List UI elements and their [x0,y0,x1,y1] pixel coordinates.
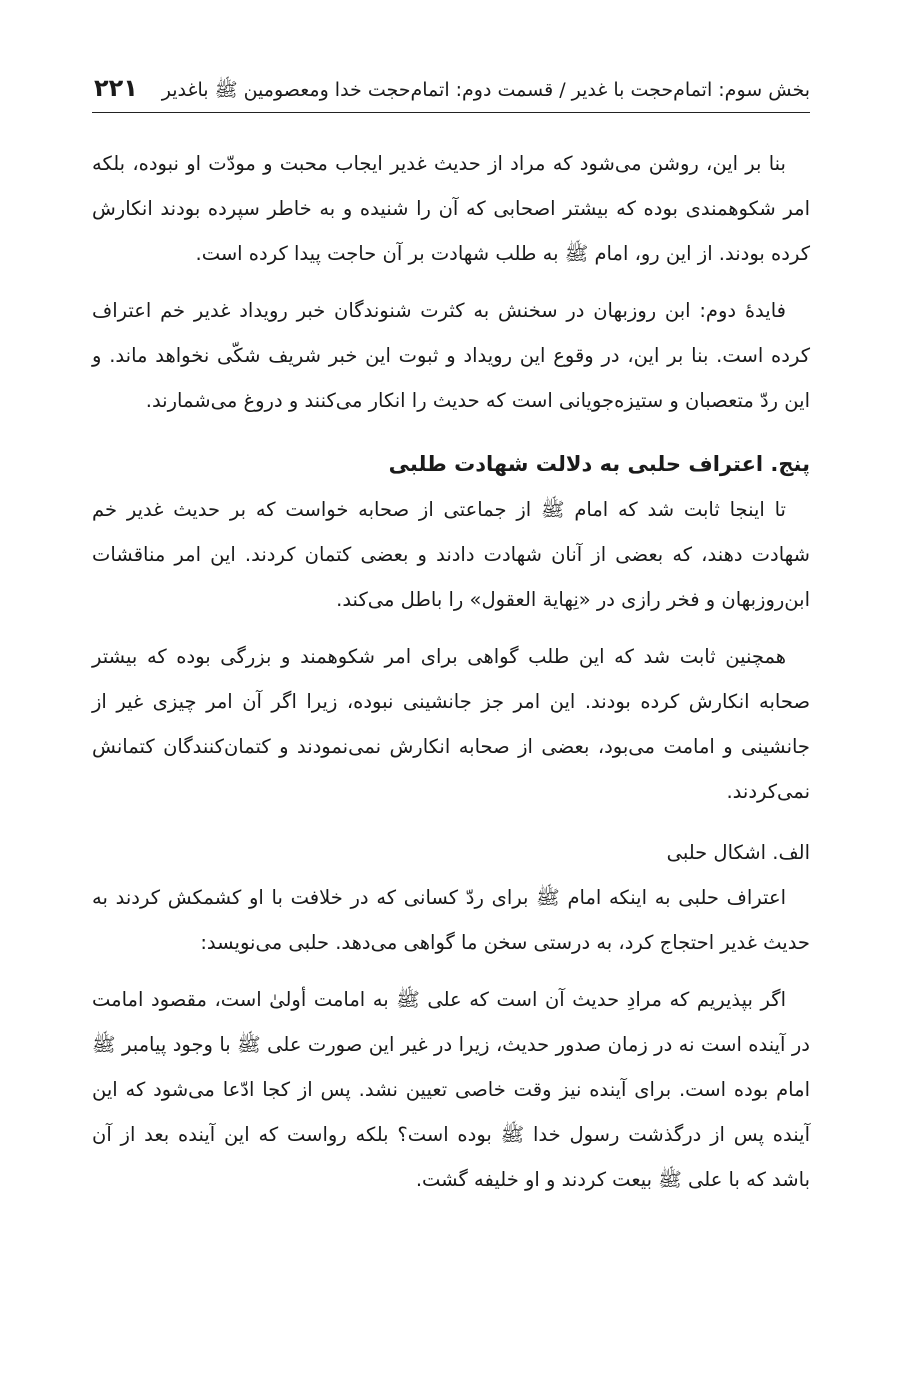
page-body [92,113,810,1202]
paragraph-conclusion: بنا بر این، روشن می‌شود که مراد از حدیث غدیر ایجاب محبت و مودّت او نبوده، بلکه امر شکوهمندی بوده که بیشتر اصحابی که آن را شنیده و به خاطر سپرده بودند انکارش کرده بودند. از این رو، امام ﷺ به طلب شهادت بر آن حاجت پیدا کرده است. [92,152,810,265]
paragraph-succession: همچنین ثابت شد که این طلب گواهی برای امر شکوهمند و بزرگی بوده که بیشتر صحابه انکارش کرده بودند. این امر جز جانشینی نبوده، زیرا اگر آن امر چیزی غیر از جانشینی و امامت می‌بود، بعضی از صحابه انکارش نمی‌نمودند و کتمان‌کنندگان کتمانش نمی‌کردند. [92,645,810,803]
section-heading: پنج. اعتراف حلبی به دلالت شهادت طلبی [388,452,810,476]
paragraph-second-benefit: فایدهٔ دوم: ابن روزبهان در سخنش به کثرت شنوندگان خبر رویداد غدیر خم اعتراف کرده است. بنا بر این، در وقوع این رویداد و ثبوت این خبر شریف شکّی نخواهد ماند. و این ردّ متعصبان و ستیزه‌جویانی است که حدیث را انکار می‌کنند و دروغ می‌شمارند. [92,299,810,412]
paragraph-testimony-request: تا اینجا ثابت شد که امام ﷺ از جماعتی از صحابه خواست که بر حدیث غدیر خم شهادت دهند، که بعضی از آنان شهادت دادند و بعضی کتمان کردند. این امر مناقشات ابن‌روزبهان و فخر رازی در «نِهایة العقول» را باطل می‌کند. [92,498,810,611]
paragraph-halabi-confession: اعتراف حلبی به اینکه امام ﷺ برای ردّ کسانی که در خلافت با او کشمکش کردند به حدیث غدیر احتجاج کرد، به درستی سخن ما گواهی می‌دهد. حلبی می‌نویسد: [92,886,810,954]
subsection-heading: الف. اشکال حلبی [666,841,810,864]
running-title: بخش سوم: اتمام‌حجت با غدیر / قسمت دوم: اتمام‌حجت خدا ومعصومین ﷺ باغدیر [161,79,810,101]
running-header [92,64,810,113]
page-number: ۲۲۱ [94,74,138,102]
paragraph-halabi-quote: اگر بپذیریم که مرادِ حدیث آن است که علی ﷺ به امامت أولیٰ است، مقصود امامت در آینده است نه در زمان صدور حدیث، زیرا در غیر این صورت علی ﷺ با وجود پیامبر ﷺ امام بوده است. برای آینده نیز وقت خاصی تعیین نشد. پس از کجا ادّعا می‌شود که این آینده پس از درگذشت رسول خدا ﷺ بوده است؟ بلکه رواست که این آینده بعد از آن باشد که با علی ﷺ بیعت کردند و او خلیفه گشت. [92,988,810,1191]
book-page [92,64,810,1202]
